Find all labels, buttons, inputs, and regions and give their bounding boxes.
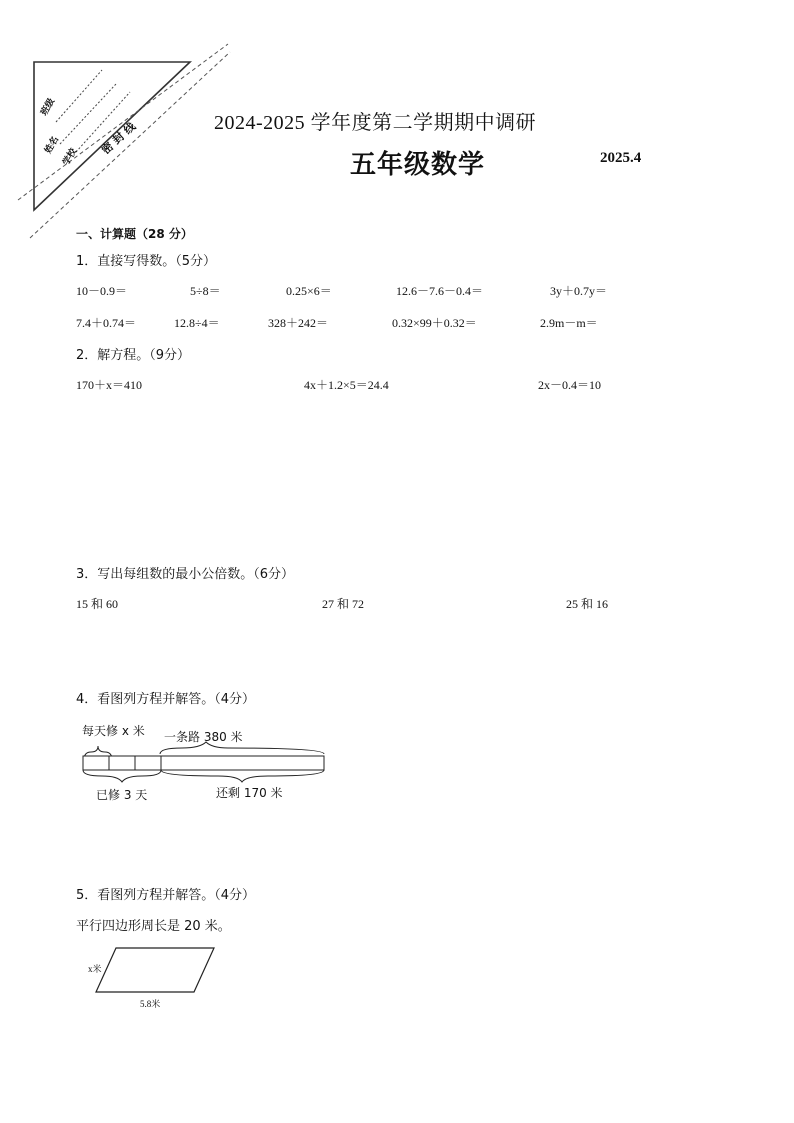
q5-label-side: x米 xyxy=(88,964,102,974)
q4-label-daily: 每天修 x 米 xyxy=(82,724,145,738)
binding-field-class: 班级 xyxy=(39,96,58,118)
q3-pair: 25 和 16 xyxy=(566,597,609,611)
binding-seal-text: 密 封 线 xyxy=(99,119,139,157)
q1-expr: 7.4＋0.74＝ xyxy=(76,316,137,330)
parallelogram-figure xyxy=(96,946,220,996)
q1-expr: 12.6－7.6－0.4＝ xyxy=(396,284,484,298)
question-1-title: 1．直接写得数。（5分） xyxy=(76,254,217,269)
q1-expr: 0.32×99＋0.32＝ xyxy=(392,316,477,330)
q3-pair: 27 和 72 xyxy=(322,597,365,611)
q5-label-base: 5.8米 xyxy=(140,999,161,1009)
binding-field-school: 学校 xyxy=(61,146,80,168)
q1-expr: 328＋242＝ xyxy=(268,316,329,330)
question-4-title: 4．看图列方程并解答。（4分） xyxy=(76,692,256,707)
section-title: 一、计算题（28 分） xyxy=(76,227,193,241)
question-5-title: 5．看图列方程并解答。（4分） xyxy=(76,888,256,903)
q1-expr: 3y＋0.7y＝ xyxy=(550,284,608,298)
q4-line-diagram xyxy=(78,740,338,786)
q4-label-total: 一条路 380 米 xyxy=(164,730,243,744)
exam-title: 2024-2025 学年度第二学期期中调研 xyxy=(214,112,537,134)
binding-field-name: 姓名 xyxy=(43,134,62,156)
q1-expr: 0.25×6＝ xyxy=(286,284,332,298)
q1-expr: 12.8÷4＝ xyxy=(174,316,220,330)
q2-equation: 170＋x＝410 xyxy=(76,378,143,392)
binding-corner xyxy=(0,0,240,240)
q1-expr: 5÷8＝ xyxy=(190,284,221,298)
q4-label-done: 已修 3 天 xyxy=(96,788,148,802)
question-2-title: 2．解方程。（9分） xyxy=(76,348,191,363)
q2-equation: 4x＋1.2×5＝24.4 xyxy=(304,378,389,392)
question-3-title: 3．写出每组数的最小公倍数。（6分） xyxy=(76,567,295,582)
subject-title: 五年级数学 xyxy=(350,150,486,179)
q5-statement: 平行四边形周长是 20 米。 xyxy=(76,919,231,934)
q3-pair: 15 和 60 xyxy=(76,597,119,611)
q4-label-left: 还剩 170 米 xyxy=(216,786,283,800)
q2-equation: 2x－0.4＝10 xyxy=(538,378,602,392)
exam-date: 2025.4 xyxy=(600,150,642,166)
q1-expr: 2.9m－m＝ xyxy=(540,316,598,330)
q1-expr: 10－0.9＝ xyxy=(76,284,128,298)
